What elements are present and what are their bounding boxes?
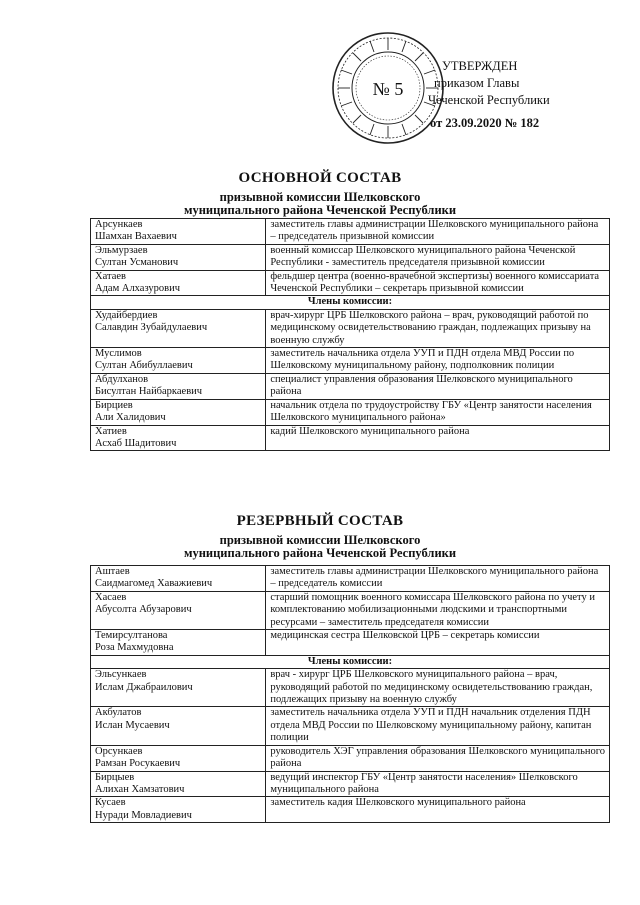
member-name-cell xyxy=(91,309,266,347)
approval-approved: УТВЕРЖДЕН xyxy=(442,59,518,73)
member-position: врач-хирург ЦРБ Шелковского района – врач, руководящий работой по медицинскому освидетельствованию граждан, подлежащих призыву на военную службу xyxy=(266,309,610,347)
table-row xyxy=(91,630,610,656)
member-surname: Худайбердиев xyxy=(95,309,158,321)
members-header: Члены комиссии: xyxy=(91,655,610,668)
member-name-cell xyxy=(91,270,266,296)
member-surname: Муслимов xyxy=(95,348,142,360)
approval-order: приказом Главы xyxy=(434,76,520,90)
table-row xyxy=(91,219,610,245)
member-name-cell xyxy=(91,771,266,797)
member-name-cell xyxy=(91,669,266,707)
member-name-cell xyxy=(91,566,266,592)
table-row xyxy=(91,745,610,771)
member-given-name: Асхаб Шадитович xyxy=(95,437,177,449)
members-header: Члены комиссии: xyxy=(91,296,610,309)
member-given-name: Саидмагомед Хаважиевич xyxy=(95,578,213,590)
member-given-name: Али Халидович xyxy=(95,412,166,424)
member-given-name: Алихан Хамзатович xyxy=(95,783,185,795)
member-name-cell xyxy=(91,244,266,270)
member-surname: Хасаев xyxy=(95,591,127,603)
reserve-subtitle-1: призывной комиссии Шелковского xyxy=(219,533,421,547)
member-surname: Акбулатов xyxy=(95,707,142,719)
seal-number: № 5 xyxy=(372,79,404,99)
table-row xyxy=(91,270,610,296)
member-given-name: Ислан Мусаевич xyxy=(95,719,170,731)
member-given-name: Абусолта Абузарович xyxy=(95,604,192,616)
member-surname: Арсункаев xyxy=(95,219,143,230)
member-name-cell xyxy=(91,399,266,425)
member-position: врач - хирург ЦРБ Шелковского муниципального района – врач, руководящий работой по медицинскому освидетельствованию граждан, подлежащих призыву на военную службу xyxy=(266,669,610,707)
table-row xyxy=(91,707,610,745)
reserve-subtitle-2: муниципального района Чеченской Республики xyxy=(183,546,457,560)
table-row xyxy=(91,425,610,451)
member-given-name: Бисултан Найбаркаевич xyxy=(95,386,203,398)
main-subtitle-2: муниципального района Чеченской Республики xyxy=(183,203,457,217)
member-surname: Бирцыев xyxy=(95,771,135,783)
table-row xyxy=(91,797,610,823)
member-surname: Абдулханов xyxy=(95,373,149,385)
member-name-cell xyxy=(91,348,266,374)
member-position: фельдшер центра (военно-врачебной экспертизы) военного комиссариата Чеченской Республики – секретарь призывной комиссии xyxy=(266,270,610,296)
members-header-row xyxy=(91,296,610,309)
main-title: ОСНОВНОЙ СОСТАВ xyxy=(238,170,402,186)
table-row xyxy=(91,669,610,707)
member-position: ведущий инспектор ГБУ «Центр занятости населения» Шелковского муниципального района xyxy=(266,771,610,797)
table-row xyxy=(91,309,610,347)
member-surname: Хатаев xyxy=(95,270,126,282)
member-given-name: Адам Алхазурович xyxy=(95,283,180,295)
member-name-cell xyxy=(91,707,266,745)
table-row xyxy=(91,373,610,399)
member-surname: Темирсултанова xyxy=(95,630,168,642)
member-given-name: Шамхан Вахаевич xyxy=(95,231,177,243)
member-surname: Эльмурзаев xyxy=(95,244,148,256)
member-given-name: Султан Абибуллаевич xyxy=(95,360,193,372)
member-surname: Аштаев xyxy=(95,566,130,577)
member-given-name: Нуради Мовладиевич xyxy=(95,809,192,821)
approval-date-number: от 23.09.2020 № 182 xyxy=(430,116,540,130)
member-position: заместитель главы администрации Шелковского муниципального района – председатель призывной комиссии xyxy=(266,219,610,245)
table-row xyxy=(91,244,610,270)
member-name-cell xyxy=(91,797,266,823)
member-given-name: Рамзан Росукаевич xyxy=(95,758,181,770)
member-surname: Эльсункаев xyxy=(95,669,147,681)
member-surname: Хатиев xyxy=(95,425,127,437)
member-surname: Кусаев xyxy=(95,797,126,809)
member-position: медицинская сестра Шелковской ЦРБ – секретарь комиссии xyxy=(266,630,610,656)
table-row xyxy=(91,771,610,797)
member-surname: Орсункаев xyxy=(95,745,143,757)
member-position: специалист управления образования Шелковского муниципального района xyxy=(266,373,610,399)
member-given-name: Салавдин Зубайдулаевич xyxy=(95,322,208,334)
table-row xyxy=(91,348,610,374)
table-row xyxy=(91,566,610,592)
member-given-name: Султан Усманович xyxy=(95,257,179,269)
member-position: руководитель ХЭГ управления образования Шелковского муниципального района xyxy=(266,745,610,771)
member-position: старший помощник военного комиссара Шелковского района по учету и комплектованию мобилизационными людскими и транспортными ресурсами – заместитель председателя комиссии xyxy=(266,591,610,629)
approval-block xyxy=(428,58,550,132)
member-position: военный комиссар Шелковского муниципального района Чеченской Республики - заместитель председателя призывной комиссии xyxy=(266,244,610,270)
member-name-cell xyxy=(91,373,266,399)
member-name-cell xyxy=(91,591,266,629)
member-position: начальник отдела по трудоустройству ГБУ «Центр занятости населения Шелковского муниципального района» xyxy=(266,399,610,425)
member-position: заместитель главы администрации Шелковского муниципального района – председатель комиссии xyxy=(266,566,610,592)
approval-republic: Чеченской Республики xyxy=(428,93,550,107)
member-given-name: Роза Махмудовна xyxy=(95,642,174,654)
member-given-name: Ислам Джабраилович xyxy=(95,681,193,693)
reserve-title: РЕЗЕРВНЫЙ СОСТАВ xyxy=(236,513,404,529)
main-commission-table xyxy=(90,218,610,451)
member-surname: Бирциев xyxy=(95,399,133,411)
member-position: кадий Шелковского муниципального района xyxy=(266,425,610,451)
member-name-cell xyxy=(91,425,266,451)
member-name-cell xyxy=(91,219,266,245)
members-header-row xyxy=(91,655,610,668)
member-name-cell xyxy=(91,630,266,656)
reserve-commission-table xyxy=(90,565,610,823)
table-row xyxy=(91,591,610,629)
member-name-cell xyxy=(91,745,266,771)
member-position: заместитель начальника отдела УУП и ПДН отдела МВД России по Шелковскому муниципальному району, подполковник полиции xyxy=(266,348,610,374)
member-position: заместитель кадия Шелковского муниципального района xyxy=(266,797,610,823)
main-subtitle-1: призывной комиссии Шелковского xyxy=(219,190,421,204)
table-row xyxy=(91,399,610,425)
member-position: заместитель начальника отдела УУП и ПДН начальник отделения ПДН отдела МВД России по Шелковскому муниципальному району, капитан полиции xyxy=(266,707,610,745)
